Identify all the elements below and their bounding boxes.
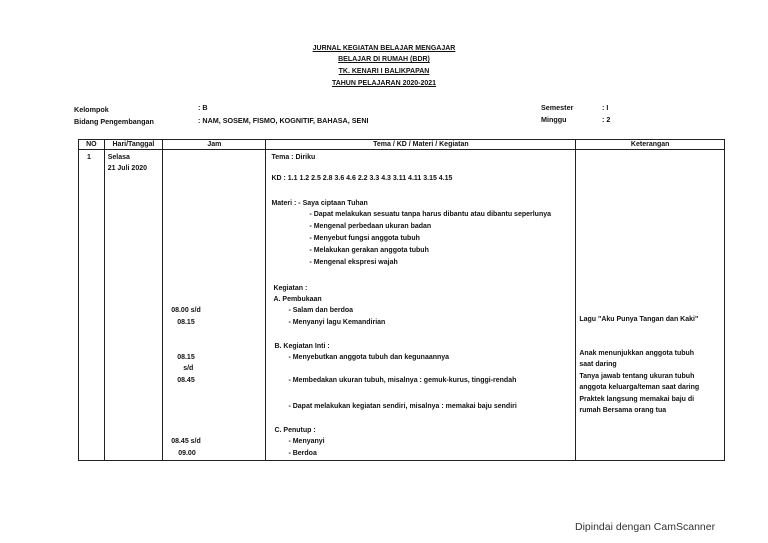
title-line-3: TK. KENARI I BALIKPAPAN [338,68,430,75]
header-activity: Tema / KD / Materi / Kegiatan [266,140,576,150]
header-no: NO [79,140,105,150]
pembukaan-item: - Menyanyi lagu Kemandirian [288,319,386,326]
cell-jam [163,150,266,461]
note-text: rumah Bersama orang tua [579,407,667,414]
date-text: 21 Juli 2020 [107,165,147,172]
inti-item: - Dapat melakukan kegiatan sendiri, misalnya : memakai baju sendiri [288,403,517,410]
bidang-value: : NAM, SOSEM, FISMO, KOGNITIF, BAHASA, SENI [198,116,369,125]
note-text: anggota keluarga/teman saat daring [579,384,700,391]
day-text: Selasa [107,154,130,161]
kegiatan-label: Kegiatan : [273,285,308,292]
header-jam: Jam [163,140,266,150]
title-line-1: JURNAL KEGIATAN BELAJAR MENGAJAR [312,45,456,52]
kelompok-value: : B [198,103,208,112]
materi-item: - Mengenal perbedaan ukuran badan [309,223,432,230]
pembukaan-item: - Salam dan berdoa [288,307,354,314]
materi-item: - Dapat melakukan sesuatu tanpa harus dibantu atau dibantu seperlunya [309,211,552,218]
header-notes: Keterangan [576,140,725,150]
scanner-watermark: Dipindai dengan CamScanner [575,521,716,533]
jam-1b: 08.15 [177,319,195,326]
minggu-value: : 2 [602,115,611,124]
materi-label: Materi : - Saya ciptaan Tuhan [271,200,368,207]
row-number: 1 [87,154,91,161]
jam-2b: s/d [183,365,194,372]
note-text: Anak menunjukkan anggota tubuh [579,350,695,357]
semester-label: Semester [541,103,574,112]
materi-item: - Melakukan gerakan anggota tubuh [309,247,429,254]
cell-date [104,150,163,461]
cell-activity [266,150,576,461]
inti-item: - Membedakan ukuran tubuh, misalnya : gemuk-kurus, tinggi-rendah [288,377,517,384]
header-date: Hari/Tanggal [104,140,163,150]
cell-notes [576,150,725,461]
jam-1a: 08.00 s/d [171,307,201,314]
tema-text: Tema : Diriku [271,154,316,161]
penutup-heading: C. Penutup : [274,427,316,434]
penutup-item: - Berdoa [288,450,317,457]
kelompok-label: Kelompok [74,105,109,114]
jam-2a: 08.15 [177,354,195,361]
jam-2c: 08.45 [177,377,195,384]
cell-no [79,150,105,461]
note-text: Lagu "Aku Punya Tangan dan Kaki" [579,316,699,323]
title-line-4: TAHUN PELAJARAN 2020-2021 [331,80,437,87]
jam-3a: 08.45 s/d [171,438,201,445]
minggu-label: Minggu [541,115,567,124]
kd-text: KD : 1.1 1.2 2.5 2.8 3.6 4.6 2.2 3.3 4.3 3.11 4.11 3.15 4.15 [271,175,453,182]
semester-value: : I [602,103,609,112]
materi-item: - Menyebut fungsi anggota tubuh [309,235,420,242]
inti-item: - Menyebutkan anggota tubuh dan kegunaannya [288,354,450,361]
penutup-item: - Menyanyi [288,438,325,445]
note-text: saat daring [579,361,617,368]
materi-item: - Mengenal ekspresi wajah [309,259,398,266]
pembukaan-heading: A. Pembukaan [273,296,322,303]
jam-3b: 09.00 [178,450,196,457]
table-header-row [79,140,725,150]
journal-table [78,139,725,461]
title-line-2: BELAJAR DI RUMAH (BDR) [338,56,430,63]
note-text: Praktek langsung memakai baju di [579,396,695,403]
inti-heading: B. Kegiatan Inti : [274,343,330,350]
note-text: Tanya jawab tentang ukuran tubuh [579,373,695,380]
table-row [79,150,725,461]
bidang-label: Bidang Pengembangan [74,117,154,126]
